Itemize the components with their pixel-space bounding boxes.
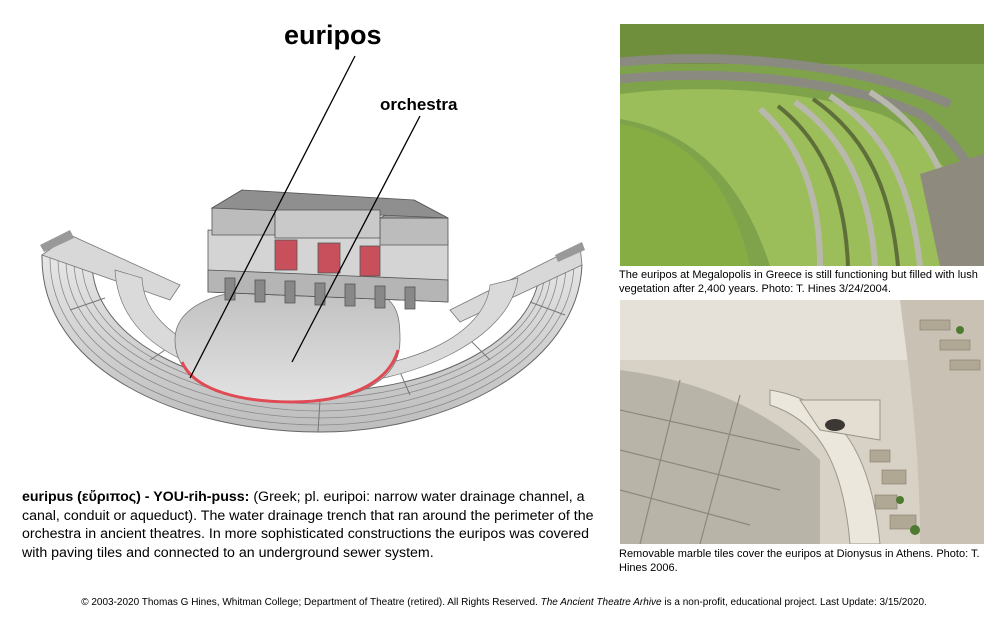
footer-archive-name: The Ancient Theatre Arhive bbox=[540, 597, 662, 608]
definition-text: (Greek; pl. euripoi: narrow water drainage channel, a canal, conduit or aqueduct). The water drainage trench that ran around the perimeter of the orchestra in ancient theatres. In more sophisticated constructions the euripos was covered with paving tiles and connected to an underground sewer system. bbox=[22, 489, 594, 561]
euripos-label: euripos bbox=[284, 20, 382, 50]
orchestra-label: orchestra bbox=[380, 95, 458, 114]
definition-term: euripus (εὔριπος) - YOU-rih-puss: bbox=[22, 489, 250, 505]
dionysus-caption: Removable marble tiles cover the euripos at Dionysus in Athens. Photo: T. Hines 2006. bbox=[619, 548, 980, 574]
footer-prefix: © 2003-2020 Thomas G Hines, Whitman College; Department of Theatre (retired). All Rights Reserved. bbox=[81, 597, 541, 608]
definition-paragraph bbox=[22, 488, 600, 562]
megalopolis-caption: The euripos at Megalopolis in Greece is still functioning but filled with lush vegetation after 2,400 years. Photo: T. Hines 3/24/2004. bbox=[619, 269, 978, 295]
theatre-diagram bbox=[30, 40, 600, 450]
dionysus-photo bbox=[620, 300, 984, 544]
footer-suffix: is a non-profit, educational project. Last Update: 3/15/2020. bbox=[661, 597, 927, 608]
megalopolis-photo bbox=[620, 24, 984, 266]
copyright-footer bbox=[0, 597, 1008, 608]
